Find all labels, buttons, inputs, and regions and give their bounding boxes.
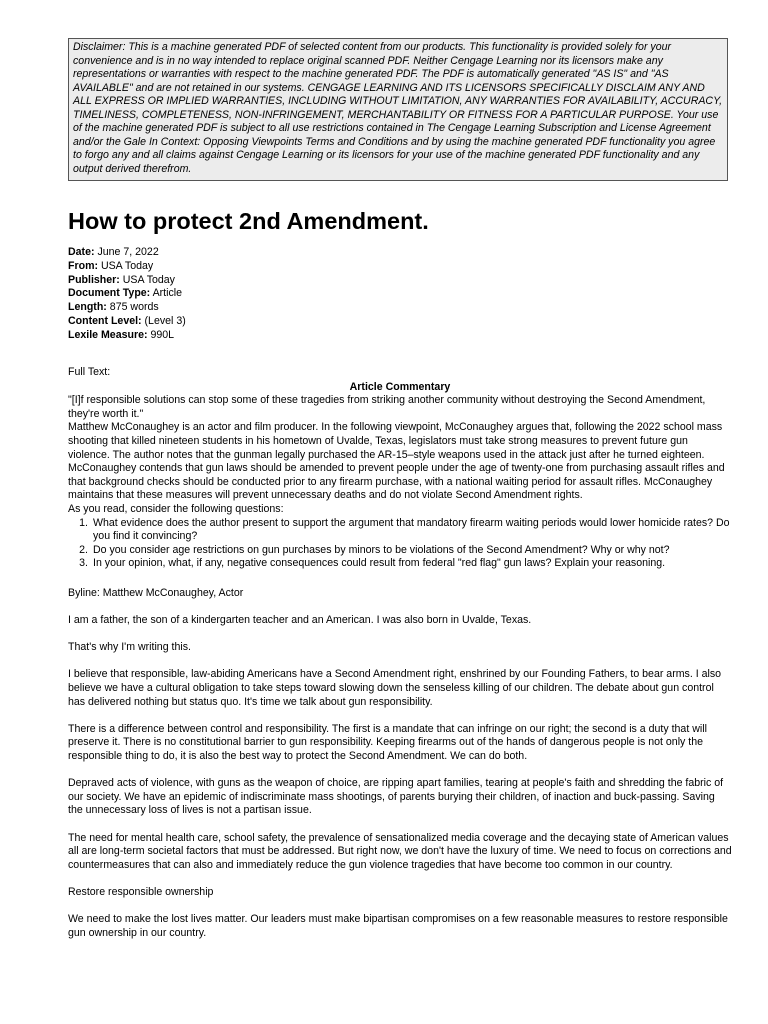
meta-publisher (68, 274, 186, 288)
paragraph: The need for mental health care, school safety, the prevalence of sensationalized media coverage and the decaying state of American values all are long-term societal factors that must be addressed. But right now, we don't have the luxury of time. We need to focus on corrections and countermeasures that can also and immediately reduce the gun violence tragedies that have become too common in our country. (68, 831, 732, 871)
paragraph: I am a father, the son of a kindergarten teacher and an American. I was also born in Uvalde, Texas. (68, 614, 532, 627)
commentary-heading: Article Commentary (349, 380, 451, 393)
document-title: How to protect 2nd Amendment. (68, 208, 429, 234)
questions-list (68, 517, 732, 571)
question-number: 2. (79, 543, 88, 556)
meta-value: Article (152, 287, 183, 300)
meta-label: Length: (68, 301, 107, 314)
meta-value: 990L (150, 328, 175, 341)
paragraph: There is a difference between control and responsibility. The first is a mandate that can infringe on our right; the second is a duty that will preserve it. There is no constitutional barrier to gun responsibility. Keeping firearms out of the hands of dangerous people is not only the responsible thing to do, it is also the best way to protect the Second Amendment. We can do both. (68, 722, 707, 763)
meta-value: June 7, 2022 (97, 246, 159, 258)
disclaimer-box (68, 38, 728, 181)
question-number: 1. (79, 516, 88, 529)
paragraph: Depraved acts of violence, with guns as the weapon of choice, are ripping apart families, tearing at people's faith and shredding the fabric of our society. We have an epidemic of indiscriminate mass shootings, of parents burying their children, of inaction and buck-passing. Saving the unnecessary loss of lives is not a partisan issue. (68, 777, 724, 817)
full-text-label: Full Text: (68, 366, 111, 378)
meta-document-type (68, 287, 186, 301)
meta-value: 875 words (109, 301, 159, 314)
question-number: 3. (79, 557, 88, 570)
questions-intro: As you read, consider the following questions: (68, 502, 284, 515)
meta-label: Lexile Measure: (68, 328, 148, 341)
meta-lexile-measure (68, 329, 186, 343)
question-text: Do you consider age restrictions on gun purchases by minors to be violations of the Second Amendment? Why or why not? (93, 543, 670, 556)
paragraph: That's why I'm writing this. (68, 641, 191, 654)
meta-label: From: (68, 259, 99, 272)
paragraph: We need to make the lost lives matter. Our leaders must make bipartisan compromises on a few reasonable measures to restore responsible gun ownership in our country. (68, 913, 728, 939)
meta-value: USA Today (122, 273, 175, 286)
metadata-block (68, 246, 186, 343)
byline: Byline: Matthew McConaughey, Actor (68, 586, 244, 599)
meta-from (68, 260, 186, 274)
meta-value: (Level 3) (144, 314, 186, 327)
question-item (68, 557, 732, 571)
question-item (68, 544, 732, 558)
section-heading: Restore responsible ownership (68, 885, 214, 898)
meta-value: USA Today (100, 259, 154, 272)
meta-length (68, 301, 186, 315)
meta-label: Document Type: (68, 287, 151, 300)
question-text: In your opinion, what, if any, negative consequences could result from federal "red flag" gun laws? Explain your reasoning. (93, 557, 666, 570)
commentary-summary: Matthew McConaughey is an actor and film producer. In the following viewpoint, McConaughey argues that, following the 2022 school mass shooting that killed nineteen students in his hometown of Uvalde, Texas, legislators must take strong measures to prevent future gun violence. The author notes that the gunman legally purchased the AR-15–style weapons used in the attack just after he turned eighteen. McConaughey contends that gun laws should be amended to prevent people under the age of twenty-one from purchasing assault rifles and that background checks should be conducted prior to any firearm purchase, with a national waiting period for assault rifles. McConaughey maintains that these measures will prevent unnecessary deaths and do not violate Second Amendment rights. (68, 421, 725, 502)
meta-date (68, 246, 186, 260)
question-item (68, 517, 732, 544)
meta-label: Date: (68, 246, 95, 258)
article-body (68, 366, 732, 940)
question-text: What evidence does the author present to support the argument that mandatory firearm waiting periods would lower homicide rates? Do you find it convincing? (93, 516, 730, 543)
commentary-quote: "[I]f responsible solutions can stop some of these tragedies from striking another community without destroying the Second Amendment, they're worth it." (68, 394, 706, 420)
paragraph: I believe that responsible, law-abiding Americans have a Second Amendment right, enshrined by our Founding Fathers, to bear arms. I also believe we have a cultural obligation to take steps toward slowing down the senseless killing of our children. The debate about gun control has delivered nothing but status quo. It's time we talk about gun responsibility. (68, 668, 722, 708)
meta-label: Publisher: (68, 273, 120, 286)
meta-label: Content Level: (68, 314, 142, 327)
meta-content-level (68, 315, 186, 329)
disclaimer-text: Disclaimer: This is a machine generated PDF of selected content from our products. This functionality is provided solely for your convenience and is in no way intended to replace original scanned PDF. Neither Cengage Learning nor its licensors make any representations or warranties with respect to the machine generated PDF. The PDF is automatically generated "AS IS" and "AS AVAILABLE" and are not retained in our systems. CENGAGE LEARNING AND ITS LICENSORS SPECIFICALLY DISCLAIM ANY AND ALL EXPRESS OR IMPLIED WARRANTIES, INCLUDING WITHOUT LIMITATION, ANY WARRANTIES FOR AVAILABILITY, ACCURACY, TIMELINESS, COMPLETENESS, NON-INFRINGEMENT, MERCHANTABILITY OR FITNESS FOR A PARTICULAR PURPOSE. Your use of the machine generated PDF is subject to all use restrictions contained in The Cengage Learning Subscription and License Agreement and/or the Gale In Context: Opposing Viewpoints Terms and Conditions and by using the machine generated PDF functionality you agree to forgo any and all claims against Cengage Learning or its licensors for your use of the machine generated PDF functionality and any output derived therefrom. (73, 41, 723, 175)
